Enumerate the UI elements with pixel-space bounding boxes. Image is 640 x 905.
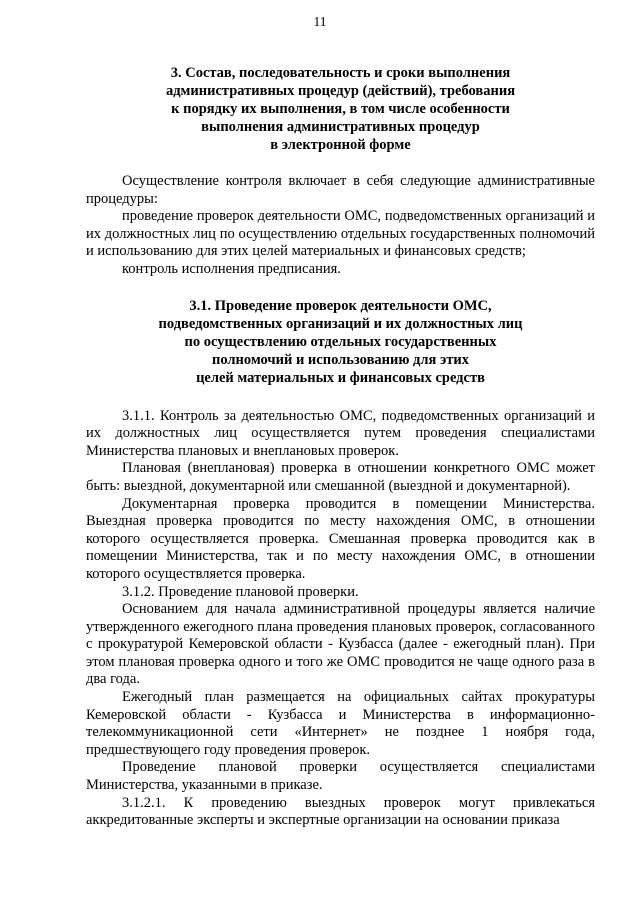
heading-line: 3. Состав, последовательность и сроки выполнения bbox=[170, 65, 511, 81]
page-number: 11 bbox=[313, 14, 327, 29]
heading-line: полномочий и использованию для этих bbox=[212, 351, 469, 368]
heading-line: выполнения административных процедур bbox=[201, 119, 480, 135]
section-3-heading bbox=[86, 64, 595, 154]
heading-line: по осуществлению отдельных государственных bbox=[184, 333, 497, 350]
paragraph: Ежегодный план размещается на официальных сайтах прокуратуры Кемеровской области - Кузбасса и Министерства в информационно-телекоммуникационной сети «Интернет» не позднее 1 ноября года, предшествующего году проведения проверок. bbox=[86, 689, 595, 758]
paragraph: Проведение плановой проверки осуществляется специалистами Министерства, указанными в приказе. bbox=[86, 759, 595, 794]
paragraph: 3.1.1. Контроль за деятельностью ОМС, подведомственных организаций и их должностных лиц осуществляется путем проведения специалистами Министерства плановых и внеплановых проверок. bbox=[86, 407, 595, 459]
paragraph: контроль исполнения предписания. bbox=[122, 260, 341, 277]
heading-line: административных процедур (действий), требования bbox=[165, 83, 516, 99]
paragraph: Основанием для начала административной процедуры является наличие утвержденного ежегодного плана проведения плановых проверок, согласованного с прокуратурой Кемеровской области - Кузбасса (далее - ежегодный план). При этом плановая проверка одного и того же ОМС проводится не чаще одного раза в два года. bbox=[86, 601, 595, 688]
document-body bbox=[86, 64, 595, 830]
heading-line: целей материальных и финансовых средств bbox=[196, 369, 485, 386]
paragraph: 3.1.2. Проведение плановой проверки. bbox=[122, 583, 359, 600]
heading-line: к порядку их выполнения, в том числе особенности bbox=[171, 101, 510, 117]
heading-line: 3.1. Проведение проверок деятельности ОМС, bbox=[189, 297, 492, 314]
paragraph: проведение проверок деятельности ОМС, подведомственных организаций и их должностных лиц по осуществлению отдельных государственных полномочий и использованию для этих целей материальных и финансовых средств; bbox=[86, 208, 595, 260]
paragraph: 3.1.2.1. К проведению выездных проверок могут привлекаться аккредитованные эксперты и экспертные организации на основании приказа bbox=[86, 794, 595, 829]
paragraph: Плановая (внеплановая) проверка в отношении конкретного ОМС может быть: выездной, документарной или смешанной (выездной и документарной). bbox=[86, 460, 595, 494]
heading-line: подведомственных организаций и их должностных лиц bbox=[158, 315, 523, 332]
paragraph: Осуществление контроля включает в себя следующие административные процедуры: bbox=[86, 173, 595, 207]
paragraph: Документарная проверка проводится в помещении Министерства. Выездная проверка проводится по месту нахождения ОМС, в отношении которого осуществляется проверка. Смешанная проверка проводится как в помещении Министерства, так и по месту нахождения ОМС, в отношении которого осуществляется проверка. bbox=[86, 495, 595, 582]
section-3-1-heading bbox=[86, 297, 595, 387]
heading-line: в электронной форме bbox=[270, 137, 411, 153]
